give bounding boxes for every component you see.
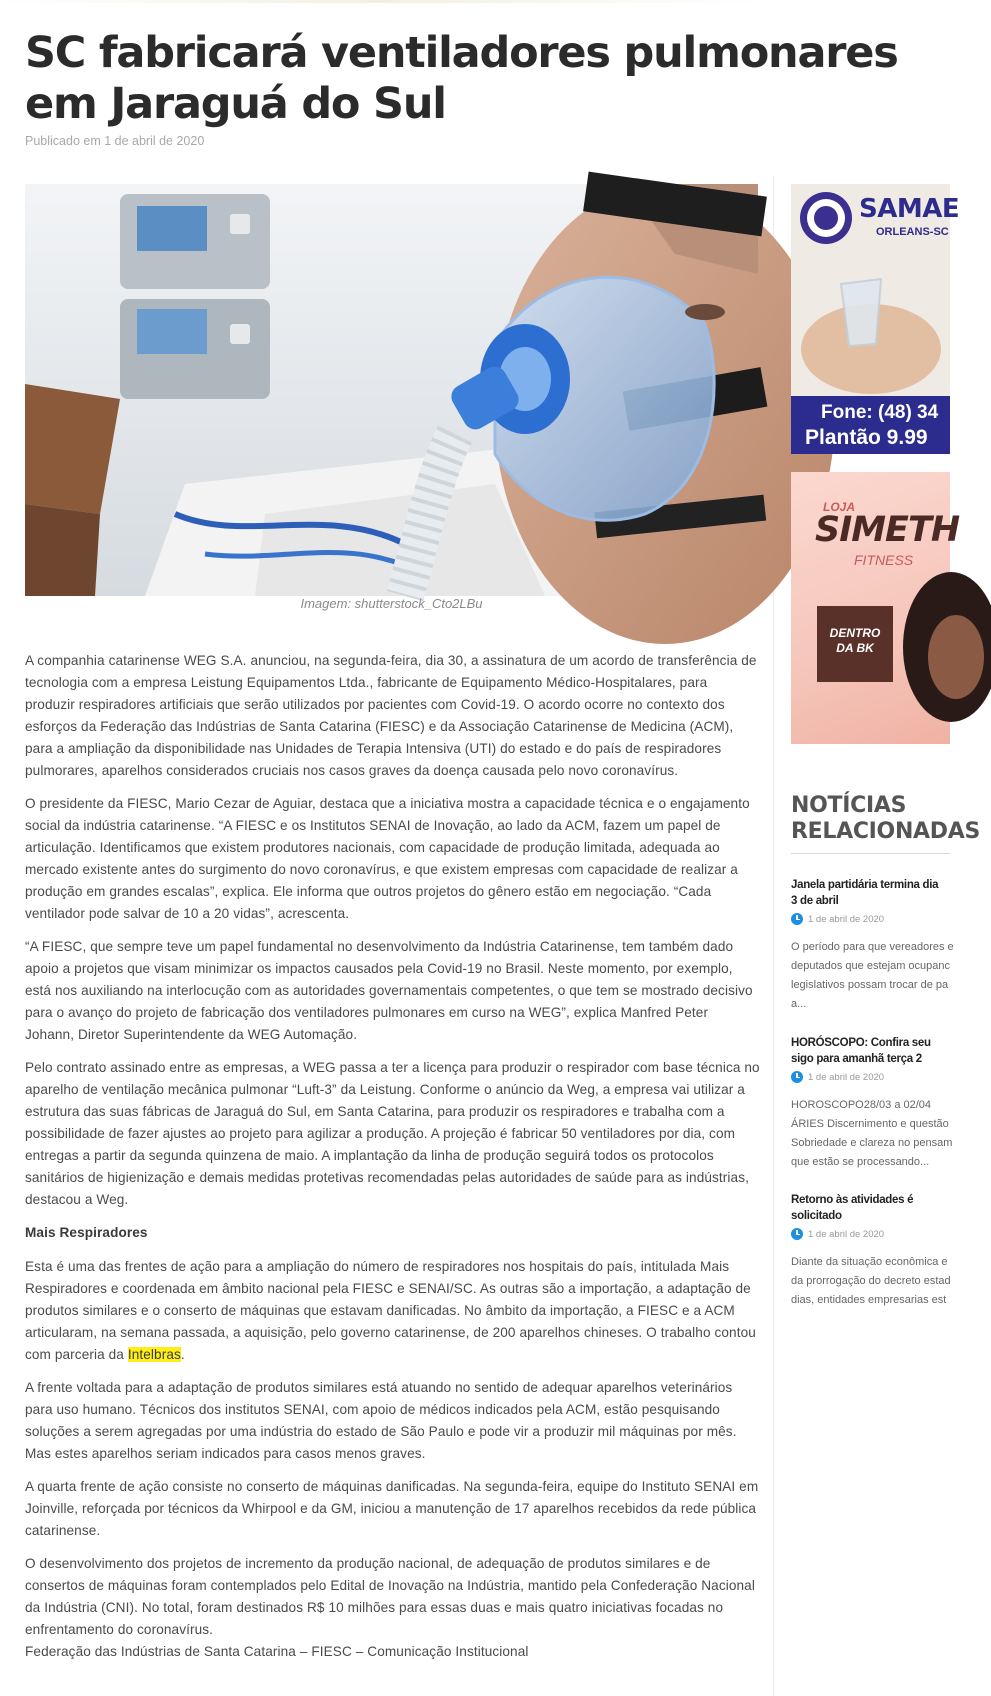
- excerpt-line: deputados que estejam ocupanc: [791, 960, 951, 972]
- section-subheading: Mais Respiradores: [25, 1225, 148, 1240]
- related-item-excerpt: [791, 1253, 956, 1310]
- clock-icon: [791, 1228, 803, 1240]
- related-item[interactable]: [791, 1035, 956, 1172]
- excerpt-line: a...: [791, 998, 807, 1010]
- simeth-badge-text: DENTRO DA BK: [829, 626, 881, 655]
- related-news-title: NOTÍCIAS RELACIONADAS: [791, 793, 981, 844]
- related-item-date-text: 1 de abril de 2020: [808, 1071, 885, 1083]
- related-item-date-text: 1 de abril de 2020: [808, 1228, 885, 1240]
- simeth-fitness: FITNESS: [854, 552, 914, 568]
- related-item-date: [791, 1228, 956, 1240]
- related-item[interactable]: [791, 1192, 956, 1310]
- excerpt-line: Diante da situação econômica e: [791, 1256, 948, 1268]
- related-item-title[interactable]: HORÓSCOPO: Confira seu sigo para amanhã terça 2: [791, 1037, 931, 1065]
- top-accent-line: [0, 0, 950, 3]
- paragraph-text: Esta é uma das frentes de ação para a ampliação do número de respiradores nos hospitais do país, intitulada Mais Respiradores e coordenada em âmbito nacional pela FIESC e SENAI/SC. As outras são a importação, a adaptação de produtos similares e o conserto de máquinas que estavam danificadas. No âmbito da importação, a FIESC e a ACM articularam, na semana passada, a aquisição, pelo governo catarinense, de 200 aparelhos chineses. O trabalho contou com parceria da: [25, 1259, 756, 1362]
- article-paragraph: A companhia catarinense WEG S.A. anunciou, na segunda-feira, dia 30, a assinatura de um acordo de transferência de tecnologia com a empresa Leistung Equipamentos Ltda., fabricante de Equipamento Médico-Hospitalares, para produzir respiradores artificiais que serão utilizados por pacientes com Covid-19. O acordo ocorre no contexto dos esforços da Federação das Indústrias de Santa Catarina (FIESC) e da Associação Catarinense de Medicina (ACM), para a ampliação da disponibilidade nas Unidades de Terapia Intensiva (UTI) do estado e do país de respiradores pulmorares, aparelhos considerados cruciais nos casos graves da doença causada pelo novo coronavírus.: [25, 653, 757, 778]
- excerpt-line: legislativos possam trocar de pa: [791, 979, 949, 991]
- ad-banner-simeth[interactable]: [791, 472, 960, 744]
- related-item-date: [791, 913, 956, 925]
- article-paragraph: A frente voltada para a adaptação de produtos similares está atuando no sentido de adequar aparelhos veterinários para uso humano. Técnicos dos institutos SENAI, com apoio de médicos indicados pela ACM, estão pesquisando soluções a serem agregadas por uma indústria do estado de São Paulo e pode vir a produzir mil máquinas por mês. Mas estes aparelhos seriam indicados para casos menos graves.: [25, 1380, 737, 1461]
- article-source: Federação das Indústrias de Santa Catarina – FIESC – Comunicação Institucional: [25, 1644, 529, 1659]
- article-paragraph: A quarta frente de ação consiste no conserto de máquinas danificadas. Na segunda-feira, equipe do Instituto SENAI em Joinville, reforçada por técnicos da Whirpool e da GM, iniciou a manutenção de 17 aparelhos recebidos da rede pública catarinense.: [25, 1479, 759, 1538]
- related-item-title[interactable]: Retorno às atividades é solicitado: [791, 1194, 914, 1222]
- related-news-divider: [791, 853, 950, 854]
- article-paragraph: “A FIESC, que sempre teve um papel fundamental no desenvolvimento da Indústria Catarinense, tem também dado apoio a projetos que visam minimizar os impactos causados pela Covid-19 no Brasil. Neste momento, por exemplo, está nos auxiliando na interlocução com as autoridades governamentais competentes, o que tem se mostrado decisivo para o avanço do projeto de fabricação dos ventiladores pulmonares em curso na WEG”, explica Manfred Peter Johann, Diretor Superintendente da WEG Automação.: [25, 939, 753, 1042]
- article-body: [25, 650, 760, 1674]
- article-paragraph: [25, 1256, 760, 1366]
- samae-phone: Fone: (48) 34: [821, 402, 939, 423]
- excerpt-line: dias, entidades empresarias est: [791, 1294, 947, 1306]
- article-hero-image[interactable]: [25, 184, 758, 596]
- samae-city: ORLEANS-SC: [876, 226, 949, 238]
- related-item-excerpt: [791, 1096, 956, 1172]
- article-paragraph: O desenvolvimento dos projetos de incremento da produção nacional, de adequação de produtos similares e de consertos de máquinas foram contemplados pelo Edital de Inovação na Indústria, mantido pela Confederação Nacional da Indústria (CNI). No total, foram destinados R$ 10 milhões para essas duas e mais quatro iniciativas focadas no enfrentamento do coronavírus.: [25, 1556, 755, 1637]
- article-paragraph: O presidente da FIESC, Mario Cezar de Aguiar, destaca que a iniciativa mostra a capacidade técnica e o engajamento social da indústria catarinense. “A FIESC e os Institutos SENAI de Inovação, ao lado da ACM, fazem um papel de articulação. Identificamos que existem produtores nacionais, com capacidade de produção limitada, adequada ao mercado existente antes do surgimento do novo coronavírus, e que existem empresas com capacidade de realizar a produção em grandes escalas”, explica. Ele informa que outros projetos do gênero estão em negociação. “Cada ventilador pode salvar de 10 a 20 vidas”, acrescenta.: [25, 796, 750, 921]
- paragraph-end: .: [180, 1347, 185, 1362]
- excerpt-line: HOROSCOPO28/03 a 02/04: [791, 1099, 932, 1111]
- excerpt-line: ÁRIES Discernimento e questão: [791, 1118, 949, 1130]
- highlighted-link-intelbras[interactable]: Intelbras: [127, 1347, 181, 1362]
- related-item-excerpt: [791, 938, 956, 1014]
- related-news-heading: [791, 793, 991, 845]
- clock-icon: [791, 1071, 803, 1083]
- related-item-date-text: 1 de abril de 2020: [808, 913, 885, 925]
- excerpt-line: O período para que vereadores e: [791, 941, 954, 953]
- clock-icon: [791, 913, 803, 925]
- ventilator-patient-illustration: [25, 184, 758, 596]
- excerpt-line: que estão se processando...: [791, 1156, 930, 1168]
- article-headline: SC fabricará ventiladores pulmonares em Jaraguá do Sul: [25, 28, 898, 129]
- simeth-loja: LOJA: [823, 500, 856, 514]
- samae-brand: SAMAE: [859, 194, 960, 224]
- image-caption: Imagem: shutterstock_Cto2LBu: [300, 596, 483, 611]
- samae-plantao: Plantão 9.99: [805, 426, 928, 449]
- simeth-brand: SIMETH: [815, 510, 960, 550]
- excerpt-line: Sobriedade e clareza no pensam: [791, 1137, 953, 1149]
- ad-banner-samae[interactable]: [791, 184, 960, 454]
- related-item[interactable]: [791, 877, 956, 1014]
- related-item-date: [791, 1071, 956, 1083]
- related-item-title[interactable]: Janela partidária termina dia 3 de abril: [791, 879, 939, 907]
- article-paragraph: Pelo contrato assinado entre as empresas, a WEG passa a ter a licença para produzir o respirador com base técnica no aparelho de ventilação mecânica pulmonar “Luft-3” da Leistung. Conforme o anúncio da Weg, a empresa vai utilizar a estrutura das suas fábricas de Jaraguá do Sul, em Santa Catarina, para produzir os respiradores e trabalha com a possibilidade de fazer ajustes ao projeto para agilizar a produção. A projeção é fabricar 50 ventiladores por dia, com entregas a partir da segunda quinzena de maio. A implantação da linha de produção seguirá todos os protocolos sanitários de higienização e demais medidas protetivas recomendadas pelas autoridades de saúde para as indústrias, destacou a Weg.: [25, 1060, 760, 1207]
- publish-date: Publicado em 1 de abril de 2020: [25, 134, 205, 148]
- excerpt-line: da prorrogação do decreto estad: [791, 1275, 951, 1287]
